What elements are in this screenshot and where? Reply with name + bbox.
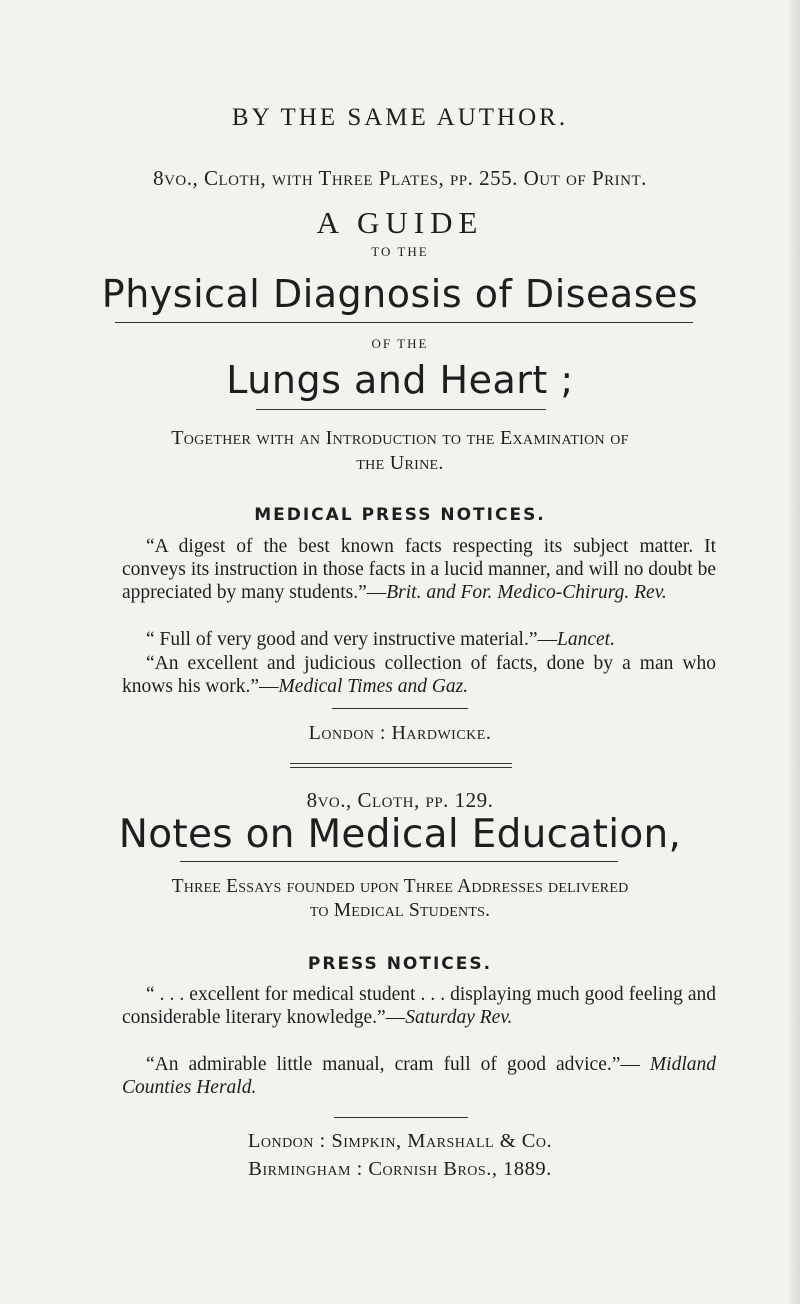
book2-publisher-line2: Birmingham : Cornish Bros., 1889.: [248, 1158, 552, 1180]
book2-notice-1: [122, 983, 716, 1029]
short-divider: [332, 708, 468, 709]
book1-title-underline: [115, 322, 693, 323]
book1-publisher: London : Hardwicke.: [308, 722, 492, 744]
notice-quote: “An admirable little manual, cram full of good advice.”—: [146, 1054, 650, 1075]
book2-notices-heading: PRESS NOTICES.: [307, 954, 493, 974]
book2-publisher-line1: London : Simpkin, Marshall & Co.: [247, 1130, 553, 1152]
book1-format-line: 8vo., Cloth, with Three Plates, pp. 255. Out of Print.: [153, 166, 647, 190]
book1-title-a-guide: A GUIDE: [316, 205, 484, 240]
book2-notice-2: [122, 1053, 716, 1099]
notice-source: Brit. and For. Medico-Chirurg. Rev.: [386, 582, 667, 603]
book2-subtitle-line1: Three Essays founded upon Three Addresses delivered: [171, 876, 629, 897]
book1-notice-2: [122, 628, 716, 651]
book2-subtitle-line2: to Medical Students.: [309, 900, 491, 921]
notice-source: Medical Times and Gaz.: [278, 676, 469, 697]
section-divider-top: [290, 763, 512, 764]
notice-quote: “A digest of the best known facts respecting its subject matter. It conveys its instruction in those facts in a lucid manner, and will no doubt be appreciated by many students.”—: [122, 536, 716, 603]
book1-notices-heading: MEDICAL PRESS NOTICES.: [254, 505, 546, 525]
section-divider-bottom: [290, 767, 512, 768]
notice-source: Saturday Rev.: [405, 1007, 513, 1028]
book1-to-the: TO THE: [371, 244, 429, 259]
book1-subtitle-line1: Together with an Introduction to the Examination of: [171, 427, 629, 449]
notice-quote: “An excellent and judicious collection of facts, done by a man who knows his work.”—: [122, 653, 716, 697]
notice-quote: “ . . . excellent for medical student . . . displaying much good feeling and considerable literary knowledge.”—: [122, 984, 716, 1028]
notice-quote: “ Full of very good and very instructive material.”—: [146, 629, 558, 650]
book1-subtitle-underline: [256, 409, 546, 410]
book1-subtitle-line2: the Urine.: [356, 452, 444, 474]
short-divider-2: [334, 1117, 468, 1118]
book1-notice-3: [122, 652, 716, 698]
notice-source: Lancet.: [557, 629, 615, 650]
page-edge-shadow: [786, 0, 800, 1304]
book1-of-the: OF THE: [371, 336, 429, 351]
book1-title-main: Physical Diagnosis of Diseases: [101, 272, 699, 316]
book1-title-sub: Lungs and Heart ;: [226, 358, 574, 402]
book2-title-main: Notes on Medical Education,: [118, 812, 682, 857]
notice-source: Midland Counties Herald.: [122, 1054, 716, 1098]
book2-title-underline: [180, 861, 618, 862]
book1-notice-1: [122, 535, 716, 604]
book2-format-line: 8vo., Cloth, pp. 129.: [306, 788, 494, 812]
page-heading: BY THE SAME AUTHOR.: [231, 104, 569, 131]
